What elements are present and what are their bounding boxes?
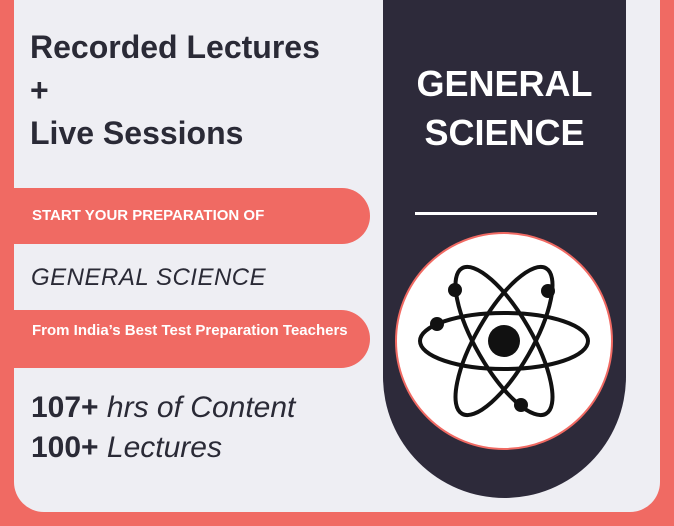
course-stats [31,388,295,468]
lectures-number: 100+ [31,431,99,464]
side-banner-title-line-1: GENERAL [416,63,593,104]
lectures-stat [31,428,295,468]
subject-name: GENERAL SCIENCE [31,264,267,291]
headline-line-3: Live Sessions [30,115,244,151]
preparation-banner: START YOUR PREPARATION OF [14,188,370,244]
headline-line-2: + [30,72,49,108]
subject-side-banner [383,0,626,498]
content-hours-number: 107+ [31,391,99,424]
headline [30,26,320,155]
headline-line-1: Recorded Lectures [30,29,320,65]
atom-icon [397,234,611,448]
banner-divider [415,212,597,215]
science-emblem [395,232,613,450]
content-hours-stat [31,388,295,428]
content-hours-label: hrs of Content [106,391,296,424]
side-banner-title-line-2: SCIENCE [424,112,585,153]
lectures-label: Lectures [106,431,222,464]
teachers-banner: From India’s Best Test Preparation Teachers [14,310,370,368]
side-banner-title [383,59,626,157]
